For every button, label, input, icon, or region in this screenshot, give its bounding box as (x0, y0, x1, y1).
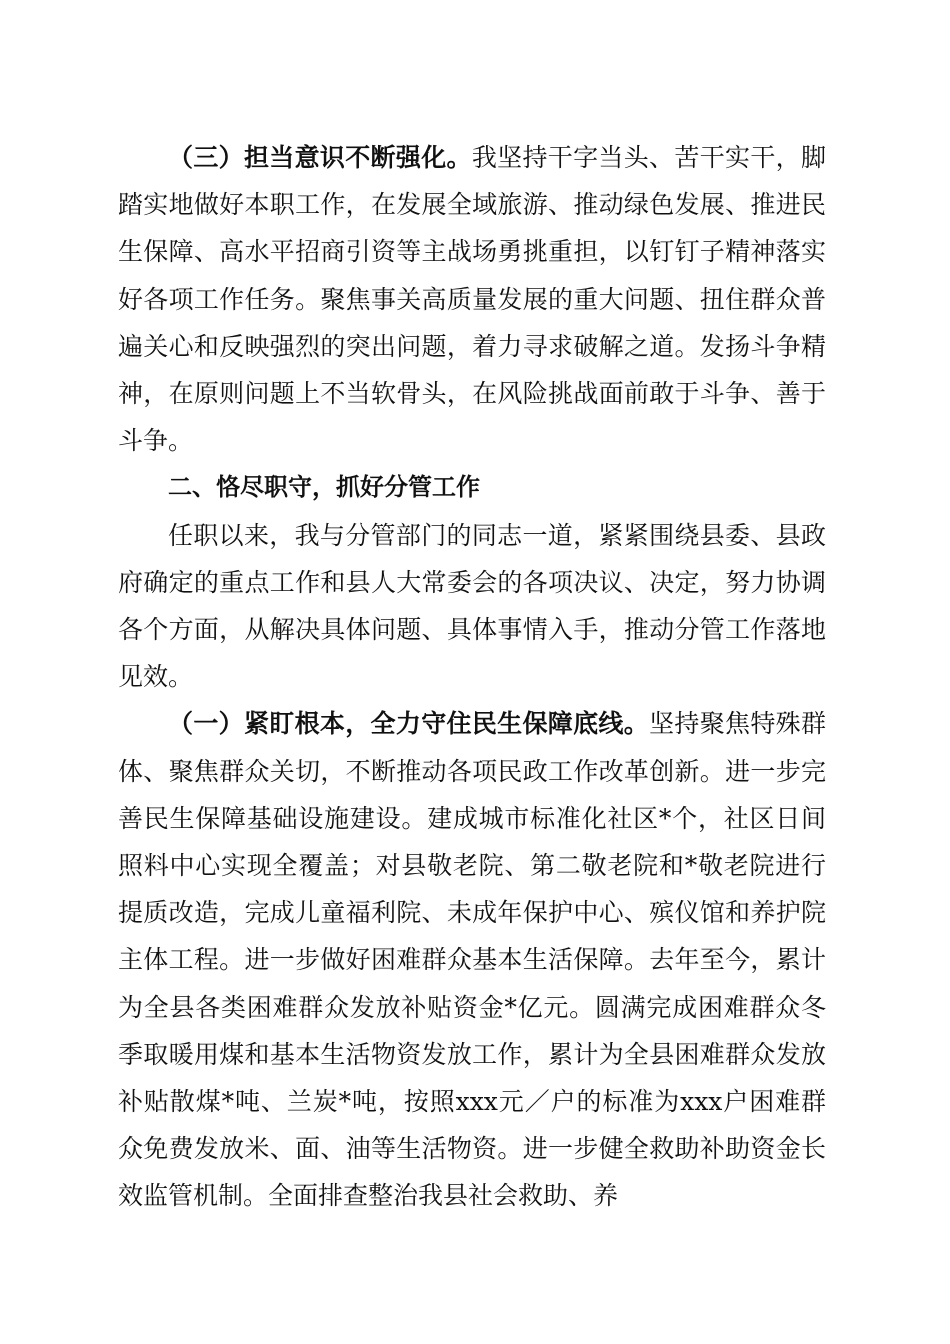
paragraph-lead: （一）紧盯根本，全力守住民生保障底线。 (168, 709, 650, 739)
paragraph-livelihood (118, 700, 826, 1219)
section-heading: 二、恪尽职守，抓好分管工作 (168, 473, 480, 502)
paragraph-responsibility (118, 134, 826, 464)
document-body (118, 134, 826, 1220)
paragraph-intro: 任职以来，我与分管部门的同志一道，紧紧围绕县委、县政府确定的重点工作和县人大常委会的各项决议、决定，努力协调各个方面，从解决具体问题、具体事情入手，推动分管工作落地见效。 (118, 520, 826, 692)
paragraph-text: 我坚持干字当头、苦干实干，脚踏实地做好本职工作，在发展全域旅游、推动绿色发展、推进民生保障、高水平招商引资等主战场勇挑重担，以钉钉子精神落实好各项工作任务。聚焦事关高质量发展的重大问题、扭住群众普遍关心和反映强烈的突出问题，着力寻求破解之道。发扬斗争精神，在原则问题上不当软骨头，在风险挑战面前敢于斗争、善于斗争。 (118, 143, 826, 456)
paragraph-text: 坚持聚焦特殊群体、聚焦群众关切，不断推动各项民政工作改革创新。进一步完善民生保障基础设施建设。建成城市标准化社区*个，社区日间照料中心实现全覆盖；对县敬老院、第二敬老院和*敬老院进行提质改造，完成儿童福利院、未成年保护中心、殡仪馆和养护院主体工程。进一步做好困难群众基本生活保障。去年至今，累计为全县各类困难群众发放补贴资金*亿元。圆满完成困难群众冬季取暖用煤和基本生活物资发放工作，累计为全县困难群众发放补贴散煤*吨、兰炭*吨，按照xxx元／户的标准为xxx户困难群众免费发放米、面、油等生活物资。进一步健全救助补助资金长效监管机制。全面排查整治我县社会救助、养 (118, 709, 826, 1211)
paragraph-lead: （三）担当意识不断强化。 (168, 143, 472, 172)
